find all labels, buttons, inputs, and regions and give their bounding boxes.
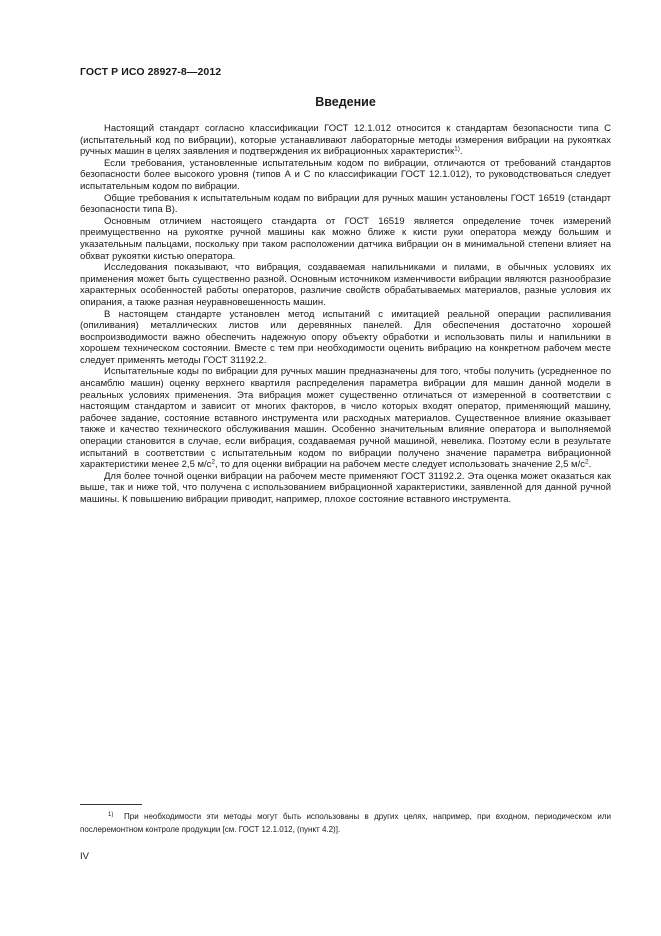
paragraph-1: Настоящий стандарт согласно классификации ГОСТ 12.1.012 относится к стандартам безопасности типа С (испытательный код по вибрации), которые устанавливают лабораторные методы измерения вибрации на рукоятках ручных машин в целях заявления и подтверждения их вибрационных характеристик$^{1)}$. xyxy=(80,123,611,158)
footnote-divider xyxy=(80,804,142,805)
paragraph-8: Для более точной оценки вибрации на рабочем месте применяют ГОСТ 31192.2. Эта оценка может оказаться как выше, так и ниже той, что получена с использованием вибрационной характеристики, заявленной для данной ручной машины. К повышению вибрации приводит, например, плохое состояние вставного инструмента. xyxy=(80,470,611,505)
paragraph-5: Исследования показывают, что вибрация, создаваемая напильниками и пилами, в обычных условиях их применения может быть существенно разной. Основным источником изменчивости вибрации являются разнообразие характерных особенностей работы операторов, различие свойств обрабатываемых материалов, разные условия их опирания, а также разная неуравновешенность машин. xyxy=(80,262,611,308)
body-text xyxy=(80,123,611,506)
footnote xyxy=(80,811,611,836)
footnote-marker: 1) xyxy=(108,812,114,818)
page-number: IV xyxy=(80,851,89,862)
paragraph-4: Основным отличием настоящего стандарта от ГОСТ 16519 является определение точек измерений преимущественно на рукоятке ручной машины как можно ближе к кисти руки оператора между большим и указательным пальцами, поскольку при таком расположении датчика вибрации он в минимальной степени влияет на обхват рукоятки кистью оператора. xyxy=(80,215,611,262)
footnote-ref[interactable]: 1) xyxy=(454,145,460,153)
document-code: ГОСТ Р ИСО 28927-8—2012 xyxy=(80,66,222,78)
section-title: Введение xyxy=(315,95,376,109)
footnote-text: При необходимости эти методы могут быть использованы в других целях, например, при входном, периодическом или послеремонтном контроле продукции [см. ГОСТ 12.1.012, (пункт 4.2)]. xyxy=(80,812,611,834)
paragraph-2: Если требования, установленные испытательным кодом по вибрации, отличаются от требований стандартов безопасности более высокого уровня (типов А и С по классификации ГОСТ 12.1.012), то руководствоваться следует испытательным кодом по вибрации. xyxy=(80,157,611,192)
paragraph-3: Общие требования к испытательным кодам по вибрации для ручных машин установлены ГОСТ 16519 (стандарт безопасности типа В). xyxy=(80,192,611,216)
paragraph-7: Испытательные коды по вибрации для ручных машин предназначены для того, чтобы получить (усредненное по ансамблю машин) оценку верхнего квартиля распределения параметра вибрации для машин данной модели в реальных условиях применения. Эта вибрация может существенно отличаться от измеренной в соответствии с настоящим стандартом и зависит от многих факторов, в число которых входят оператор, применяющий машину, рабочее задание, состояние вставного инструмента или расходных материалов. Существенное влияние оказывает также и качество технического обслуживания машин. Особенно значительным влияние оператора и выполняемой операции становится в случае, если вибрация, создаваемая ручной машиной, невелика. Поэтому если в результате испытаний в соответствии с испытательным кодом по вибрации получено значение параметра вибрационной характеристики менее 2,5 $м/с^2$, то для оценки вибрации на рабочем месте следует использовать значение 2,5 $м/с^2$. xyxy=(80,366,611,471)
paragraph-6: В настоящем стандарте установлен метод испытаний с имитацией реальной операции распиливания (опиливания) металлических листов или деревянных панелей. Для обеспечения достаточно хорошей воспроизводимости важно обеспечить надежную опору объекту обработки и использовать пилы и напильники в хорошем техническом состоянии. Вместе с тем при необходимости оценить вибрацию на конкретном рабочем месте следует применять методы ГОСТ 31192.2. xyxy=(80,308,611,366)
